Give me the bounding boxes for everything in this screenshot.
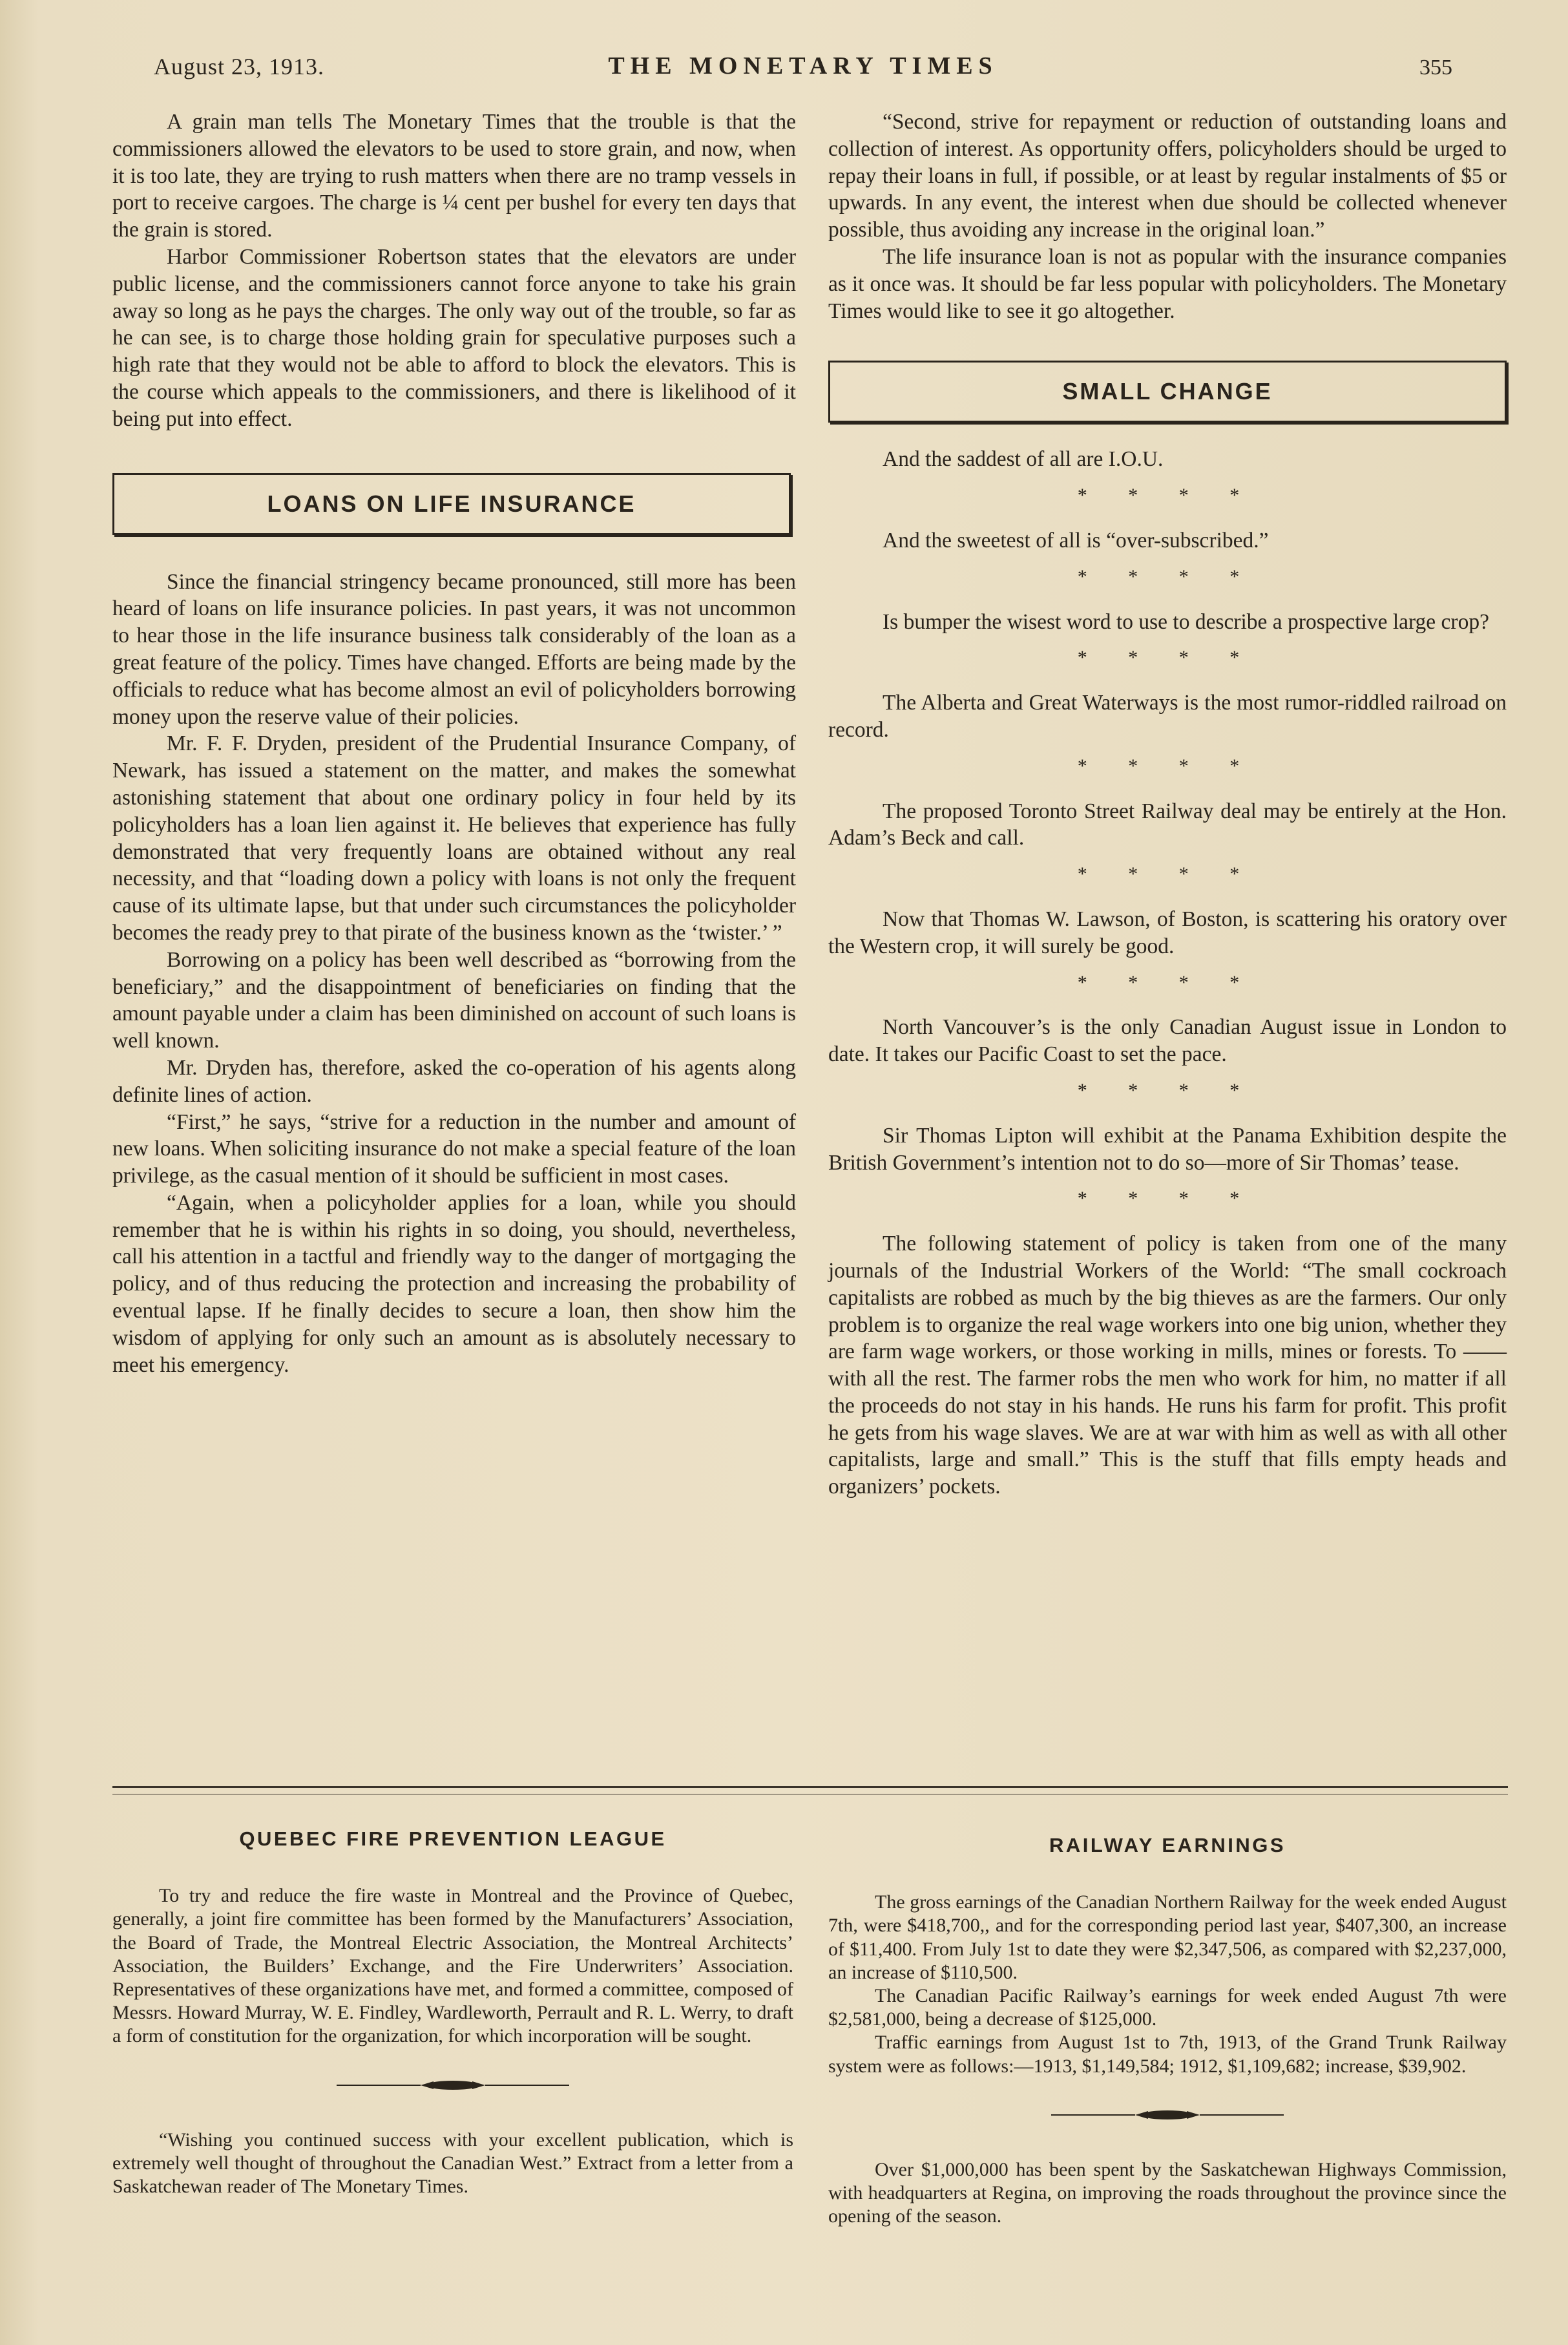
- article-paragraph: Traffic earnings from August 1st to 7th, 1913, of the Grand Trunk Railway system were as follows:—1913, $1,149,584; 1912, $1,109,682; increase, $39,902.: [828, 2032, 1507, 2077]
- masthead-title: THE MONETARY TIMES: [608, 52, 998, 79]
- article-paragraph: Since the financial stringency became pronounced, still more has been heard of loans on life insurance policies. In past years, it was not uncommon to hear those in the life insurance business talk considerably of the loan as a great feature of the policy. Times have changed. Efforts are being made by the officials to reduce what has become almost an evil of policyholders borrowing money upon the reserve value of their policies.: [112, 569, 796, 729]
- star-separator: * * * *: [1077, 755, 1258, 777]
- page-number: 355: [1419, 56, 1452, 79]
- article-paragraph: Borrowing on a policy has been well described as “borrowing from the beneficiary,” and the disappointment of beneficiaries on finding that the amount payable under a claim has been diminished on account of such loans is well known.: [112, 947, 796, 1053]
- ornament-divider: [112, 2074, 793, 2098]
- article-paragraph: Mr. F. F. Dryden, president of the Prudential Insurance Company, of Newark, has issued a statement on the matter, and makes the somewhat astonishing statement that about one ordinary policy in four held by its policyholders has a loan lien against it. He believes that experience has fully demonstrated that very frequently loans are obtained without any real necessity, and that “loading down a policy with loans is not only the frequent cause of its ultimate lapse, but that under such circumstances the policyholder becomes the ready prey to that pirate of the business known as the ‘twister.’ ”: [112, 731, 796, 945]
- star-separator: * * * *: [1077, 863, 1258, 885]
- article-paragraph: Harbor Commissioner Robertson states that the elevators are under public license, and the commissioners cannot force anyone to take his grain away so long as he pays the charges. The only way out of the trouble, so far as he can see, is to charge those holding grain for speculative purposes such a high rate that they would not be able to afford to block the elevators. This is the course which appeals to the commissioners, and there is likelihood of it being put into effect.: [112, 244, 796, 431]
- article-paragraph: To try and reduce the fire waste in Montreal and the Province of Quebec, generally, a joint fire committee has been formed by the Manufacturers’ Association, the Board of Trade, the Montreal Electric Association, the Montreal Architects’ Association, the Builders’ Exchange, and the Fire Underwriters’ Association. Representatives of these organizations have met, and formed a committee, composed of Messrs. Howard Murray, W. E. Findley, Wardleworth, Perrault and R. L. Werry, to draft a form of constitution for the organization, for which incorporation will be sought.: [112, 1885, 793, 2047]
- letter-extract: “Wishing you continued success with your excellent publication, which is extremely well thought of throughout the Canadian West.” Extract from a letter from a Saskatchewan reader of The Monetary Times.: [112, 2129, 793, 2198]
- small-change-item: Now that Thomas W. Lawson, of Boston, is scattering his oratory over the Western crop, it will surely be good.: [828, 907, 1507, 958]
- issue-date: August 23, 1913.: [154, 54, 325, 79]
- small-change-item: North Vancouver’s is the only Canadian August issue in London to date. It takes our Pacific Coast to set the pace.: [828, 1015, 1507, 1067]
- left-column: [112, 109, 796, 1378]
- article-paragraph: “Again, when a policyholder applies for a loan, while you should remember that he is within his rights in so doing, you should, nevertheless, call his attention in a tactful and friendly way to the danger of mortgaging the policy, and of thus reducing the protection and increasing the probability of eventual lapse. If he finally decides to secure a loan, then show him the wisdom of applying for only such an amount as is absolutely necessary to meet his emergency.: [112, 1190, 796, 1377]
- small-change-item: The proposed Toronto Street Railway deal may be entirely at the Hon. Adam’s Beck and call.: [828, 799, 1507, 850]
- section-heading-loans: LOANS ON LIFE INSURANCE: [112, 473, 791, 535]
- small-change-item: And the sweetest of all is “over-subscribed.”: [883, 528, 1269, 552]
- article-paragraph: The Canadian Pacific Railway’s earnings for week ended August 7th were $2,581,000, being a decrease of $125,000.: [828, 1985, 1507, 2030]
- article-paragraph: Mr. Dryden has, therefore, asked the co-operation of his agents along definite lines of action.: [112, 1055, 796, 1107]
- star-separator: * * * *: [1077, 1188, 1258, 1210]
- star-separator: * * * *: [1077, 565, 1258, 587]
- star-separator: * * * *: [1077, 1079, 1258, 1101]
- bottom-left-article: [112, 1827, 793, 2198]
- article-paragraph: The life insurance loan is not as popular with the insurance companies as it once was. It should be far less popular with policyholders. The Monetary Times would like to see it go altogether.: [828, 244, 1507, 323]
- article-paragraph: The gross earnings of the Canadian Northern Railway for the week ended August 7th, were $418,700,, and for the corresponding period last year, $407,300, an increase of $11,400. From July 1st to date they were $2,347,506, as compared with $2,237,000, an increase of $110,500.: [828, 1891, 1507, 1983]
- ornament-divider: [828, 2104, 1507, 2127]
- page-header: [154, 53, 1452, 92]
- heading-quebec-fire-prevention: QUEBEC FIRE PREVENTION LEAGUE: [239, 1827, 667, 1850]
- article-paragraph: “Second, strive for repayment or reduction of outstanding loans and collection of interest. As opportunity offers, policyholders should be urged to repay their loans in full, if possible, or at least by regular instalments of $5 or upwards. In any event, the interest when due should be collected whenever possible, thus avoiding any increase in the original loan.”: [828, 110, 1507, 242]
- article-paragraph: “First,” he says, “strive for a reduction in the number and amount of new loans. When soliciting insurance do not make a special feature of the loan privilege, as the casual mention of it should be sufficient in most cases.: [112, 1109, 796, 1188]
- article-paragraph: A grain man tells The Monetary Times that the trouble is that the commissioners allowed the elevators to be used to store grain, and now, when it is too late, they are trying to rush matters when there are no tramp vessels in port to receive cargoes. The charge is ¼ cent per bushel for every ten days that the grain is stored.: [112, 110, 796, 242]
- small-change-item: And the saddest of all are I.O.U.: [883, 447, 1164, 472]
- star-separator: * * * *: [1077, 971, 1258, 993]
- section-heading-small-change: SMALL CHANGE: [828, 361, 1507, 423]
- star-separator: * * * *: [1077, 485, 1258, 507]
- article-paragraph: Over $1,000,000 has been spent by the Saskatchewan Highways Commission, with headquarters at Regina, on improving the roads throughout the province since the opening of the season.: [828, 2159, 1507, 2227]
- heading-railway-earnings: RAILWAY EARNINGS: [1049, 1834, 1286, 1856]
- section-divider: [112, 1786, 1508, 1788]
- small-change-item: The following statement of policy is taken from one of the many journals of the Industrial Workers of the World: “The small cockroach capitalists are robbed as much by the big thieves as are the farmers. Our only problem is to organize the real wage workers into one big union, whether they are farm wage workers, or those working in mills, mines or forests. To —— with all the rest. The farmer robs the men who work for him, no matter if all the proceeds do not stay in his hands. He runs his farm for profit. This profit he gets from his wage slaves. We are at war with him as well as with all other capitalists, large and small.” This is the stuff that fills empty heads and organizers’ pockets.: [828, 1232, 1507, 1499]
- star-separator: * * * *: [1077, 647, 1258, 669]
- small-change-item: The Alberta and Great Waterways is the most rumor-riddled railroad on record.: [828, 691, 1507, 742]
- bottom-right-article: [828, 1834, 1507, 2229]
- right-column: [828, 109, 1507, 1500]
- small-change-item: Sir Thomas Lipton will exhibit at the Panama Exhibition despite the British Government’s intention not to do so—more of Sir Thomas’ tease.: [828, 1123, 1507, 1175]
- small-change-item: Is bumper the wisest word to use to describe a prospective large crop?: [883, 609, 1489, 634]
